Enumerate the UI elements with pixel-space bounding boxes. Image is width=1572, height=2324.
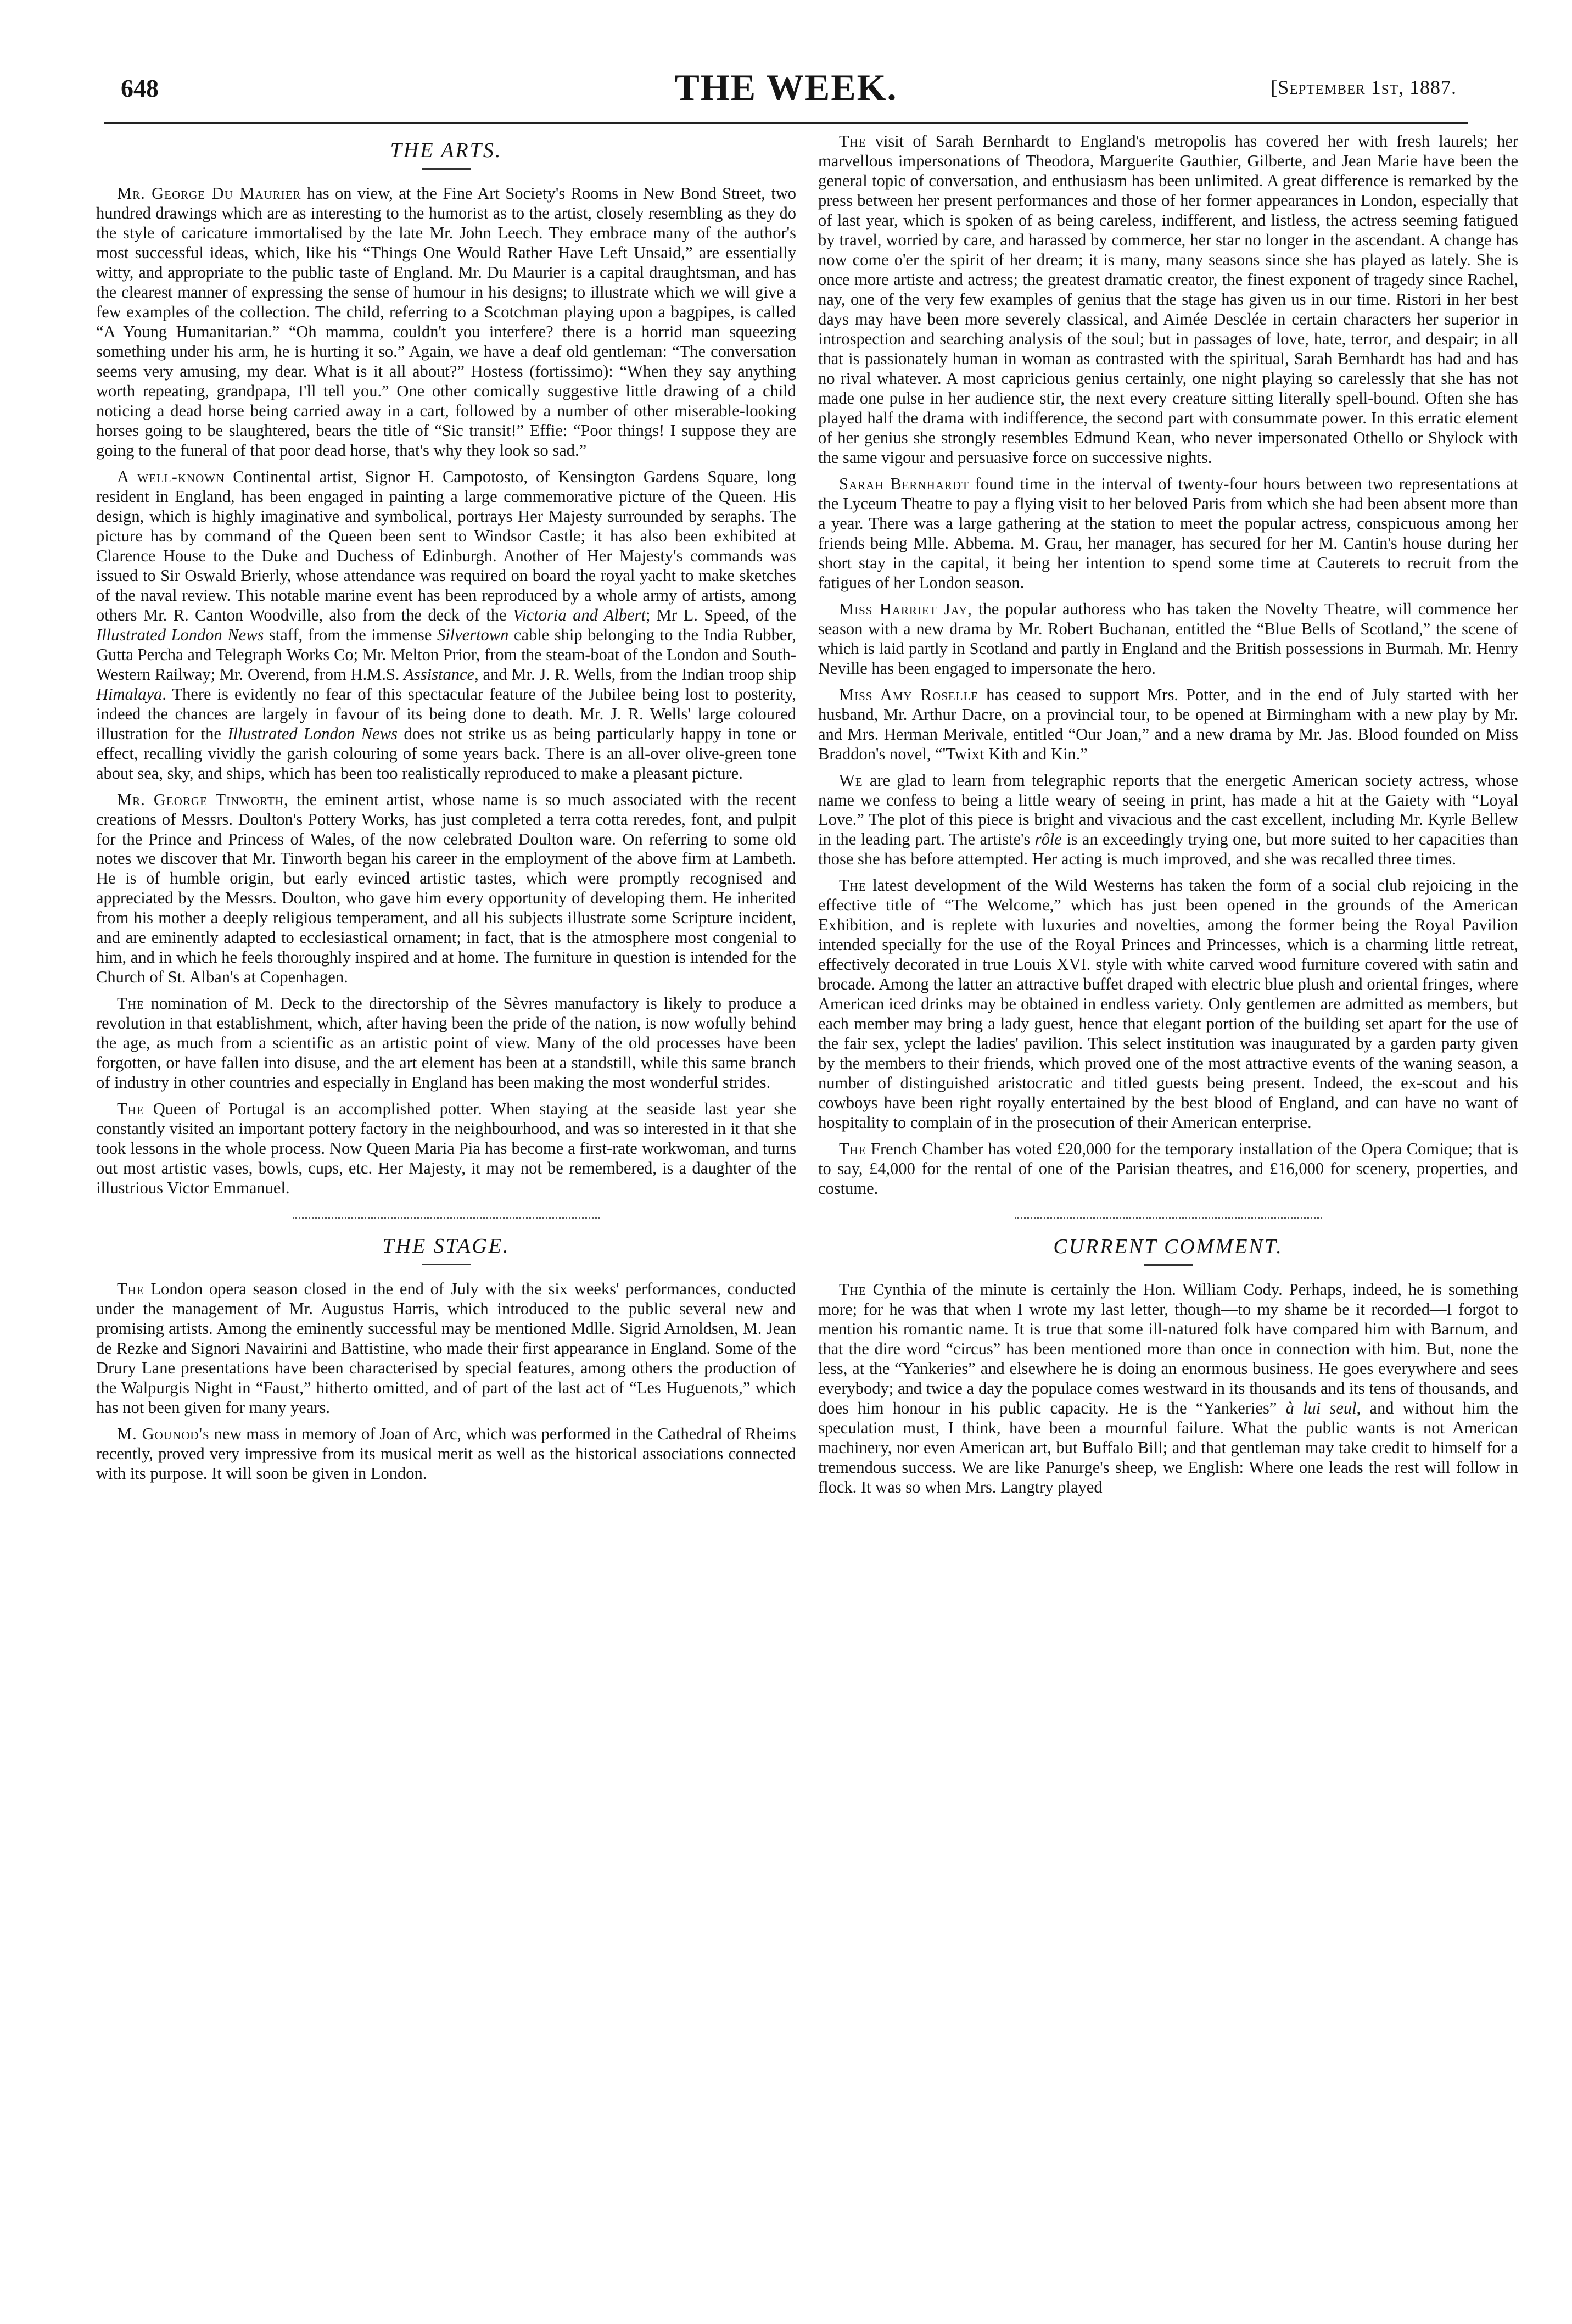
paragraph-lead: Sarah Bernhardt: [839, 474, 969, 493]
paragraph-text: , and without him the speculation must, I think, have been a mournful failure. What the public wants is not American machinery, nor even American art, but Buffalo Bill; and that gentleman may take credit to himself for a tremendous success. We are like Panurge's sheep, we English: Where one leads the rest will follow in flock. It was so when Mrs. Langtry played: [818, 1399, 1518, 1497]
article-paragraph: [818, 132, 1518, 468]
article-paragraph: [818, 1280, 1518, 1498]
section-title-arts: THE ARTS.: [390, 139, 502, 162]
paragraph-lead: Miss Amy Roselle: [839, 685, 979, 704]
paragraph-lead: The: [839, 1139, 866, 1159]
paragraph-text: . There is evidently no fear of this spectacular feature of the Jubilee being lost to posterity, indeed the chances are largely in favour of its being done to death. Mr. J. R. Wells' large coloured illustration for the: [96, 684, 796, 743]
paragraph-lead: M. Gounod's: [117, 1424, 210, 1444]
paragraph-text: new mass in memory of Joan of Arc, which was performed in the Cathedral of Rheims recently, proved very impressive from its musical merit as well as the historical associations connected with its purpose. It will soon be given in London.: [96, 1424, 796, 1483]
italic-text: à lui seul: [1285, 1399, 1357, 1418]
article-paragraph: [96, 184, 796, 461]
paragraph-lead: The: [117, 1099, 144, 1119]
header-rule: [104, 122, 1468, 124]
article-paragraph: [96, 790, 796, 988]
publication-title: THE WEEK.: [674, 66, 898, 108]
page-header: [104, 66, 1468, 115]
section-rule: [422, 1264, 471, 1265]
italic-text: Silvertown: [437, 625, 509, 644]
section-rule: [422, 168, 471, 170]
section-divider: [1015, 1217, 1322, 1219]
article-paragraph: [818, 1139, 1518, 1199]
left-column: [96, 132, 796, 2295]
article-paragraph: [96, 1099, 796, 1198]
paragraph-lead: A well-known: [117, 467, 225, 486]
article-paragraph: [818, 600, 1518, 679]
paragraph-text: Continental artist, Signor H. Campotosto, of Kensington Gardens Square, long resident in England, has been engaged in painting a large commemorative picture of the Queen. His design, which is highly imaginative and symbolical, portrays Her Majesty surrounded by seraphs. The picture has by command of the Queen been sent to Windsor Castle; it has also been exhibited at Clarence House to the Duke and Duchess of Edinburgh. Another of Her Majesty's commands was issued to Sir Oswald Brierly, whose attendance was required on board the royal yacht to make sketches of the naval review. This notable marine event has been reproduced by a whole army of artists, among others Mr. R. Canton Woodville, also from the deck of the: [96, 467, 796, 624]
paragraph-text: Queen of Portugal is an accomplished potter. When staying at the seaside last year she constantly visited an important pottery factory in the neighbourhood, and was so interested in it that she took lessons in the whole process. Now Queen Maria Pia has become a first-rate workwoman, and turns out most artistic vases, bowls, cups, etc. Her Majesty, it may not be remembered, is a daughter of the illustrious Victor Emmanuel.: [96, 1099, 796, 1198]
italic-text: Victoria and Albert: [512, 605, 646, 624]
paragraph-lead: The: [839, 1280, 866, 1299]
paragraph-text: visit of Sarah Bernhardt to England's metropolis has covered her with fresh laurels; her marvellous impersonations of Theodora, Marguerite Gauthier, Gilberte, and Jean Marie have been the general topic of conversation, and enthusiasm has been unlimited. A great difference is remarked by the press between her present performances and those of her former appearances in London, especially that of last year, which is spoken of as being careless, indifferent, and listless, the actress seeming fatigued by travel, worried by care, and harassed by commerce, her star no longer in the ascendant. A change has now come o'er the spirit of her dream; it is many, many seasons since she has played as lately. She is once more artiste and actress; the greatest dramatic creator, the finest exponent of tragedy since Rachel, nay, one of the very few examples of genius that the stage has given us in our time. Ristori in her best days may have been more severely classical, and Aimée Desclée in certain characters her superior in introspection and searching analysis of the soul; but in passages of love, hate, terror, and despair; in all that is passionately human in woman as contrasted with the spiritual, Sarah Bernhardt has had and has no rival whatever. A most capricious genius certainly, one night playing so carelessly that she has not made one pulse in her audience stir, the next every creature sitting literally spell-bound. Often she has played half the drama with indifference, the second part with consummate power. In this erratic element of her genius she strongly resembles Edmund Kean, who never impersonated Othello or Shylock with the same vigour and persuasive force on successive nights.: [818, 132, 1518, 467]
paragraph-text: Cynthia of the minute is certainly the Hon. William Cody. Perhaps, indeed, he is something more; for he was that when I wrote my last letter, though—to my shame be it recorded—I forgot to mention his romantic name. It is true that some ill-natured folk have compared him with Barnum, and that the dire word “circus” has been mentioned more than once in connection with him. But, none the less, at the “Yankeries” and elsewhere he is doing an enormous business. He goes everywhere and sees everybody; and twice a day the populace comes westward in its thousands and its tens of thousands, and does him honour in his public capacity. He is the “Yankeries”: [818, 1280, 1518, 1418]
paragraph-text: staff, from the immense: [268, 625, 432, 644]
issue-date: [September 1st, 1887.: [1271, 76, 1457, 98]
paragraph-text: has ceased to support Mrs. Potter, and in the end of July started with her husband, Mr. Arthur Dacre, on a provincial tour, to be opened at Birmingham with a new play by Mr. and Mrs. Herman Merivale, entitled “Our Joan,” and a new drama by Mr. Jas. Blood founded on Miss Braddon's novel, “'Twixt Kith and Kin.”: [818, 685, 1518, 763]
article-paragraph: [96, 467, 796, 784]
paragraph-text: latest development of the Wild Westerns has taken the form of a social club rejoicing in the effective title of “The Welcome,” which has just been opened in the grounds of the American Exhibition, and is replete with luxuries and novelties, among the former being the Royal Pavilion intended specially for the use of the Royal Princes and Princesses, which is a charming little retreat, effectively decorated in true Louis XVI. style with white carved wood furniture covered with satin and brocade. Among the latter an attractive buffet draped with electric blue plush and oriental fringes, where American iced drinks may be obtained in endless variety. Only gentlemen are admitted as members, but each member may bring a lady guest, hence that elegant portion of the building set apart for the use of the fair sex, yclept the ladies' pavilion. This select institution was inaugurated by a garden party given by the members to their friends, which proved one of the most attractive events of the waning season, a number of distinguished aristocratic and titled guests being present. Indeed, the ex-scout and his cowboys have been right royally entertained by the best blood of England, and can have no want of hospitality to complain of in the prosecution of their American enterprise.: [818, 876, 1518, 1132]
section-title-current-comment: CURRENT COMMENT.: [1053, 1235, 1283, 1259]
article-paragraph: [818, 685, 1518, 764]
italic-text: rôle: [1034, 830, 1062, 849]
article-paragraph: [96, 994, 796, 1093]
paragraph-text: nomination of M. Deck to the directorship of the Sèvres manufactory is likely to produce a revolution in that establishment, which, after having been the pride of the nation, is now wofully behind the age, as much from a scientific as an artistic point of view. Many of the old processes have been forgotten, or have fallen into disuse, and the art element has been at a standstill, while this same branch of industry in other countries and especially in England has been making the most wonderful strides.: [96, 994, 796, 1092]
paragraph-lead: Miss Harriet Jay,: [839, 599, 972, 618]
paragraph-lead: We: [839, 770, 863, 790]
italic-text: Illustrated London News: [227, 724, 398, 743]
paragraph-lead: The: [839, 132, 866, 150]
section-title-stage: THE STAGE.: [382, 1234, 510, 1258]
paragraph-text: has on view, at the Fine Art Society's Rooms in New Bond Street, two hundred drawings which are as interesting to the humorist as to the artist, closely resembling as they do the style of caricature immortalised by the late Mr. John Leech. They embrace many of the author's most successful ideas, which, like his “Things One Would Rather Have Left Unsaid,” are essentially witty, and appropriate to the public taste of England. Mr. Du Maurier is a capital draughtsman, and has the clearest manner of expressing the sense of humour in his designs; to illustrate which we will give a few examples of the collection. The child, referring to a Scotchman playing upon a bagpipes, is called “A Young Humanitarian.” “Oh mamma, couldn't you interfere? there is a horrid man squeezing something under his arm, he is hurting it so.” Again, we have a deaf old gentleman: “The conversation seems very amusing, my dear. What is it all about?” Hostess (fortissimo): “When they say anything worth repeating, grandpapa, I'll tell you.” One other comically suggestive little drawing of a child noticing a dead horse being carried away in a cart, followed by a number of other miserable-looking horses going to be slaughtered, bears the title of “Sic transit!” Effie: “Poor things! I suppose they are going to the funeral of that poor dead horse, that's why they look so sad.”: [96, 184, 796, 460]
paragraph-lead: Mr. George Tinworth,: [117, 790, 289, 809]
italic-text: Illustrated London News: [96, 625, 264, 644]
paragraph-text: does not strike us as being particularly happy in tone or effect, recalling vividly the garish colouring of some years back. There is an all-over olive-green tone about sea, sky, and ships, which has been too realistically reproduced to make a pleasant picture.: [96, 724, 796, 783]
article-paragraph: [818, 474, 1518, 593]
paragraph-text: , and Mr. J. R. Wells, from the Indian troop ship: [474, 664, 796, 684]
paragraph-text: cable ship belonging to the India Rubber, Gutta Percha and Telegraph Works Co; Mr. Melton Prior, from the steam-boat of the London and South-Western Railway; Mr. Overend, from H.M.S.: [96, 625, 796, 684]
section-divider: [293, 1217, 600, 1219]
paragraph-lead: Mr. George Du Maurier: [117, 184, 301, 203]
article-paragraph: [818, 876, 1518, 1133]
paragraph-text: ; Mr L. Speed, of the: [645, 605, 796, 624]
paragraph-lead: The: [117, 1280, 144, 1299]
paragraph-text: found time in the interval of twenty-four hours between two representations at the Lyceum Theatre to pay a flying visit to her beloved Paris from which she had been absent more than a year. There was a large gathering at the station to meet the popular actress, conspicuous among her friends being Mlle. Abbema. M. Grau, her manager, has secured for her M. Cantin's house during her short stay in the capital, it being her intention to spend some time at Cauterets to recruit from the fatigues of her London season.: [818, 474, 1518, 592]
paragraph-lead: The: [117, 994, 144, 1013]
paragraph-text: is an exceedingly trying one, but more suited to her capacities than those she has before attempted. Her acting is much improved, and she was recalled three times.: [818, 830, 1518, 869]
paragraph-text: are glad to learn from telegraphic reports that the energetic American society actress, whose name we confess to being a little weary of seeing in print, has made a hit at the Gaiety with “Loyal Love.” The plot of this piece is bright and vivacious and the cast excellent, including Mr. Kyrle Bellew in the leading part. The artiste's: [818, 770, 1518, 849]
article-paragraph: [818, 771, 1518, 870]
paragraph-lead: The: [839, 876, 866, 895]
page-number: 648: [121, 74, 159, 102]
right-column: [818, 132, 1518, 2295]
paragraph-text: the popular authoress who has taken the Novelty Theatre, will commence her season with a new drama by Mr. Robert Buchanan, entitled the “Blue Bells of Scotland,” the scene of which is laid partly in Scotland and partly in England and the British possessions in Burmah. Mr. Henry Neville has been engaged to impersonate the hero.: [818, 599, 1518, 678]
paragraph-text: the eminent artist, whose name is so much associated with the recent creations of Messrs. Doulton's Pottery Works, has just completed a terra cotta reredes, font, and pulpit for the Prince and Princess of Wales, of the now celebrated Doulton ware. On referring to some old notes we discover that Mr. Tinworth began his career in the employment of the above firm at Lambeth. He is of humble origin, but early evinced artistic tastes, which were promptly recognised and appreciated by the Messrs. Doulton, who gave him every opportunity of developing them. He inherited from his mother a deeply religious temperament, and all his subjects illustrate some Scripture incident, and are eminently adapted to ecclesiastical ornament; in fact, that is the atmosphere most congenial to him, and in which he feels thoroughly inspired and at home. The furniture in question is intended for the Church of St. Alban's at Copenhagen.: [96, 790, 796, 987]
paragraph-text: London opera season closed in the end of July with the six weeks' performances, conducted under the management of Mr. Augustus Harris, which introduced to the public several new and promising artists. Among the eminently successful may be mentioned Mdlle. Sigrid Arnoldsen, M. Jean de Rezke and Signori Navairini and Battistine, who made their first appearance in England. Some of the Drury Lane presentations have been characterised by special features, among others the production of the Walpurgis Night in “Faust,” hitherto omitted, and of part of the last act of “Les Huguenots,” which has not been given for many years.: [96, 1280, 796, 1417]
article-paragraph: [96, 1424, 796, 1484]
article-paragraph: [96, 1280, 796, 1418]
italic-text: Himalaya: [96, 684, 163, 703]
paragraph-text: French Chamber has voted £20,000 for the temporary installation of the Opera Comique; that is to say, £4,000 for the rental of one of the Parisian theatres, and £16,000 for scenery, properties, and costume.: [818, 1139, 1518, 1198]
italic-text: Assistance: [404, 664, 475, 684]
section-rule: [1144, 1264, 1193, 1266]
